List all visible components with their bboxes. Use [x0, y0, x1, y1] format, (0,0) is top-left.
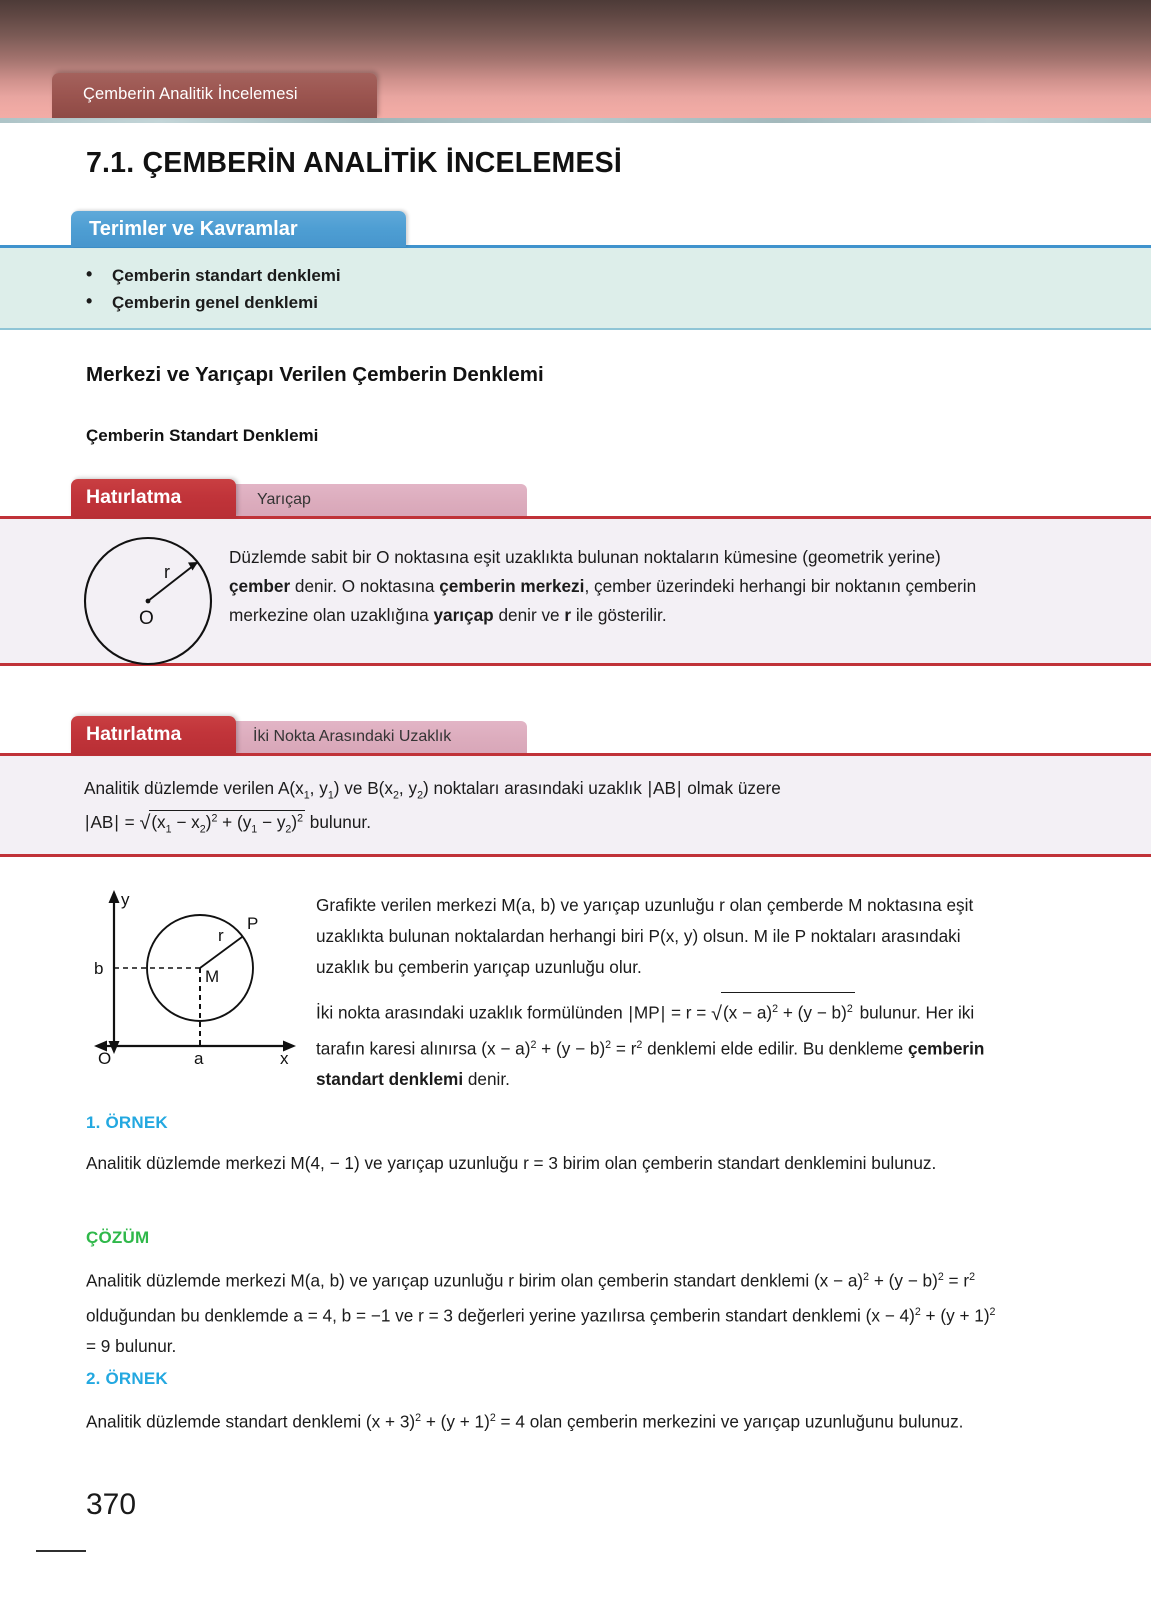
- sqrt-icon: √: [139, 812, 151, 834]
- dist-close2: ): [291, 812, 298, 832]
- sol-t2: ve yarıçap uzunluğu r birim olan çemberin standart denklemi: [344, 1270, 814, 1291]
- point-b-sub1: 2: [392, 789, 399, 802]
- point-a-sub1: 1: [303, 789, 310, 802]
- reminder1-text-p3: , çember üzerindeki herhangi bir noktanın çemberin merkezine olan uzaklığına: [229, 576, 977, 625]
- abs-bar-mp-close: |: [660, 1002, 666, 1023]
- reminder1-tab: [71, 479, 236, 517]
- sol-t6: bulunur.: [110, 1336, 177, 1357]
- math-M-a-b-sol: M(a, b): [290, 1270, 345, 1291]
- sol-t5: değerleri yerine yazılırsa çemberin standart denklemi: [452, 1305, 866, 1326]
- ex2-eq-term-b: + (y + 1): [421, 1411, 490, 1432]
- reminder1-text-p2: denir. O noktasına: [290, 576, 440, 596]
- std-eq-term-b-sup: 2: [605, 1038, 612, 1051]
- ex2-t2: olan çemberin merkezini ve yarıçap uzunluğunu bulunuz.: [524, 1411, 964, 1432]
- reminder1-bold-merkez: çemberin merkezi: [439, 576, 585, 596]
- ex2-eq-term-a-sup: 2: [415, 1412, 422, 1424]
- sol-eq-term-c: = r: [943, 1270, 970, 1291]
- rad-term-b-sup: 2: [846, 1003, 853, 1015]
- abs-bar-close: |: [676, 778, 682, 798]
- reminder1-tab-label: Hatırlatma: [86, 486, 182, 508]
- terms-box-header-label: Terimler ve Kavramlar: [89, 218, 298, 240]
- terms-box-body: [0, 248, 1151, 330]
- dist-sub1: 1: [165, 823, 172, 836]
- b-label: b: [94, 959, 104, 978]
- ex1-t2: ve yarıçap uzunluğu: [359, 1153, 524, 1173]
- radius-label: r: [164, 562, 170, 582]
- para-b-equals: = r =: [666, 1002, 712, 1023]
- terms-box-header: [71, 211, 406, 247]
- sol-eq-term-a: (x − a): [813, 1270, 864, 1291]
- sol-eq-term-a-sup: 2: [863, 1271, 870, 1283]
- sol-result-term-b-sup: 2: [989, 1305, 996, 1318]
- reminder1-bold-r: r: [564, 605, 572, 625]
- para-b-t4: denir.: [463, 1069, 510, 1090]
- reminder2-line1-pre: Analitik düzlemde verilen: [84, 778, 278, 798]
- point-a-close: ): [333, 778, 340, 798]
- reminder1-text-p4: denir ve: [493, 605, 565, 625]
- reminder2-line2-tail: bulunur.: [305, 812, 371, 832]
- dist-plus: + (y: [217, 812, 252, 832]
- x-axis-label: x: [280, 1049, 289, 1064]
- section-heading-standart-denklem: Çemberin Standart Denklemi: [86, 426, 319, 445]
- dist-sub3: 1: [251, 823, 258, 836]
- para-a-t1: Grafikte verilen merkezi: [316, 895, 502, 915]
- para-a-t2: ve yarıçap uzunluğu r olan çemberde M noktasına eşit uzaklıkta bulunan noktalardan herhangi biri: [316, 895, 974, 946]
- segment-mp-label: MP: [633, 1002, 660, 1023]
- sol-result-term-b: + (y + 1): [920, 1305, 990, 1326]
- circle-radius-diagram: [80, 531, 250, 669]
- point-a-sub2: 1: [327, 789, 334, 802]
- sol-result-term-a-sup: 2: [914, 1305, 921, 1318]
- solution-label: ÇÖZÜM: [86, 1228, 150, 1247]
- math-M-a-b: M(a, b): [501, 895, 556, 915]
- reminder2-line1-post: noktaları arasındaki uzaklık: [428, 778, 647, 798]
- section-heading-merkez-yaricap: Merkezi ve Yarıçapı Verilen Çemberin Denklemi: [86, 363, 544, 386]
- center-label: M: [205, 967, 220, 986]
- reminder1-text: [229, 543, 991, 630]
- abs-bar-open-2: |: [85, 812, 90, 832]
- point-b-sub2: 2: [417, 789, 424, 802]
- paragraph-iki-nokta: [316, 992, 996, 1095]
- math-a4-b-minus1: a = 4, b = −1: [293, 1305, 391, 1326]
- ex2-eq-term-a: (x + 3): [365, 1411, 416, 1432]
- reminder2-body: [0, 756, 1151, 857]
- reminder2-line1: [84, 778, 781, 801]
- sol-t3: olduğundan bu denklemde: [86, 1305, 294, 1326]
- reminder2-subtitle-label: İki Nokta Arasındaki Uzaklık: [253, 728, 452, 745]
- std-eq-term-a-sup: 2: [530, 1038, 537, 1051]
- std-eq-term-c-sup: 2: [636, 1038, 643, 1051]
- reminder1-bold-cember: çember: [229, 576, 291, 596]
- sol-eq-term-b-sup: 2: [937, 1271, 944, 1283]
- para-b-t1: İki nokta arasındaki uzaklık formülünden: [316, 1002, 628, 1023]
- a-label: a: [194, 1049, 204, 1064]
- point-a-open: A(x: [277, 778, 304, 798]
- reminder1-body: [0, 519, 1151, 666]
- para-b-bold-standart-denklem: çemberin standart denklemi: [316, 1038, 985, 1090]
- sol-result-term-a: (x − 4): [865, 1305, 915, 1326]
- coordinate-circle-diagram: [92, 884, 307, 1064]
- reminder1-bold-yaricap: yarıçap: [433, 605, 494, 625]
- ex2-eq-term-b-sup: 2: [489, 1412, 496, 1424]
- point-a-expression: [277, 778, 340, 802]
- example-2-text: [86, 1403, 986, 1438]
- list-item: • Çemberin standart denklemi: [112, 262, 1151, 289]
- abs-bar-mp-open: |: [628, 1002, 633, 1023]
- ex1-t3: birim olan çemberin standart denklemini bulunuz.: [557, 1153, 937, 1173]
- dist-sup2: 2: [297, 812, 304, 825]
- reminder1-text-p1: Düzlemde sabit bir O noktasına eşit uzaklıkta bulunan noktaların kümesine (geometrik yerine): [229, 547, 941, 567]
- rad-term-a: (x − a): [722, 1002, 773, 1023]
- banner-underline: [0, 118, 1151, 123]
- para-b-t3: denklemi elde edilir. Bu denkleme: [642, 1038, 908, 1059]
- reminder2-line2: [84, 810, 371, 835]
- segment-ab-label-2: AB: [90, 812, 114, 832]
- dist-close1: ): [205, 812, 212, 832]
- center-label: O: [139, 608, 154, 629]
- origin-label: O: [98, 1049, 112, 1064]
- distance-formula-radicand: [149, 810, 305, 835]
- rad-term-b: + (y − b): [778, 1002, 847, 1023]
- y-axis-arrowhead: [109, 890, 120, 903]
- para-b-t2: bulunur. Her iki tarafın karesi alınırsa: [316, 1002, 975, 1059]
- radius-line: [148, 562, 198, 601]
- terms-list: [0, 248, 1151, 316]
- math-M-4-minus1: M(4, − 1): [290, 1153, 360, 1173]
- ex1-t1: Analitik düzlemde merkezi: [86, 1153, 291, 1173]
- paragraph-grafikte: [316, 890, 996, 983]
- point-a-mid: , y: [309, 778, 328, 798]
- radius-label: r: [218, 926, 224, 945]
- sol-result-term-c: = 9: [86, 1336, 111, 1357]
- sqrt-icon: √: [711, 1002, 722, 1025]
- std-eq-term-c: = r: [611, 1038, 637, 1059]
- point-p-label: P: [247, 914, 259, 933]
- abs-bar-close-2: |: [114, 812, 119, 832]
- std-eq-term-a: (x − a): [481, 1038, 531, 1059]
- list-item: • Çemberin genel denklemi: [112, 289, 1151, 316]
- sol-eq-term-b: + (y − b): [869, 1270, 938, 1291]
- math-P-x-y: P(x, y): [648, 926, 699, 946]
- dist-x1-open: (x: [151, 812, 166, 832]
- ex2-t1: Analitik düzlemde standart denklemi: [86, 1411, 366, 1432]
- chapter-tab-label: Çemberin Analitik İncelemesi: [83, 85, 298, 103]
- chapter-tab: [52, 73, 377, 118]
- dist-sub4: 2: [285, 823, 292, 836]
- center-dot: [146, 599, 151, 604]
- solution-text: [86, 1262, 996, 1362]
- y-axis-label: y: [121, 890, 130, 909]
- dist-minus1: − x: [171, 812, 200, 832]
- equals-sign: =: [119, 812, 140, 832]
- sol-t4: ve: [390, 1305, 419, 1326]
- point-b-mid: , y: [398, 778, 418, 798]
- page-number-rule: [36, 1550, 86, 1552]
- point-b-close: ): [423, 778, 429, 798]
- reminder2-line1-tail: olmak üzere: [682, 778, 781, 798]
- dist-sup1: 2: [211, 812, 218, 825]
- sol-eq-term-c-sup: 2: [969, 1271, 976, 1283]
- example-1-text: [86, 1148, 991, 1179]
- dist-minus2: − y: [257, 812, 286, 832]
- math-r-equals-3: r = 3: [523, 1153, 558, 1173]
- page-number: 370: [86, 1488, 137, 1521]
- para-a-t3: olsun. M ile P noktaları arasındaki uzaklık bu çemberin yarıçap uzunluğu olur.: [316, 926, 961, 977]
- point-b-expression: [367, 778, 429, 802]
- radicand-expression: [721, 992, 855, 1029]
- std-eq-term-b: + (y − b): [536, 1038, 606, 1059]
- point-b-open: B(x: [367, 778, 393, 798]
- reminder1-subtitle-label: Yarıçap: [257, 491, 311, 508]
- example-2-label: 2. ÖRNEK: [86, 1369, 168, 1388]
- abs-bar-open: |: [647, 778, 653, 798]
- sol-t1: Analitik düzlemde merkezi: [86, 1270, 291, 1291]
- reminder2-tab-label: Hatırlatma: [86, 723, 182, 745]
- math-r-3-sol: r = 3: [418, 1305, 453, 1326]
- example-1-label: 1. ÖRNEK: [86, 1113, 168, 1132]
- page-title: 7.1. ÇEMBERİN ANALİTİK İNCELEMESİ: [86, 147, 623, 179]
- ex2-eq-term-c: = 4: [495, 1411, 525, 1432]
- reminder1-text-p5: ile gösterilir.: [571, 605, 667, 625]
- rad-term-a-sup: 2: [772, 1003, 779, 1015]
- segment-ab-label: AB: [653, 778, 676, 798]
- reminder2-ve: ve: [339, 778, 368, 798]
- reminder2-tab: [71, 716, 236, 754]
- dist-sub2: 2: [199, 823, 206, 836]
